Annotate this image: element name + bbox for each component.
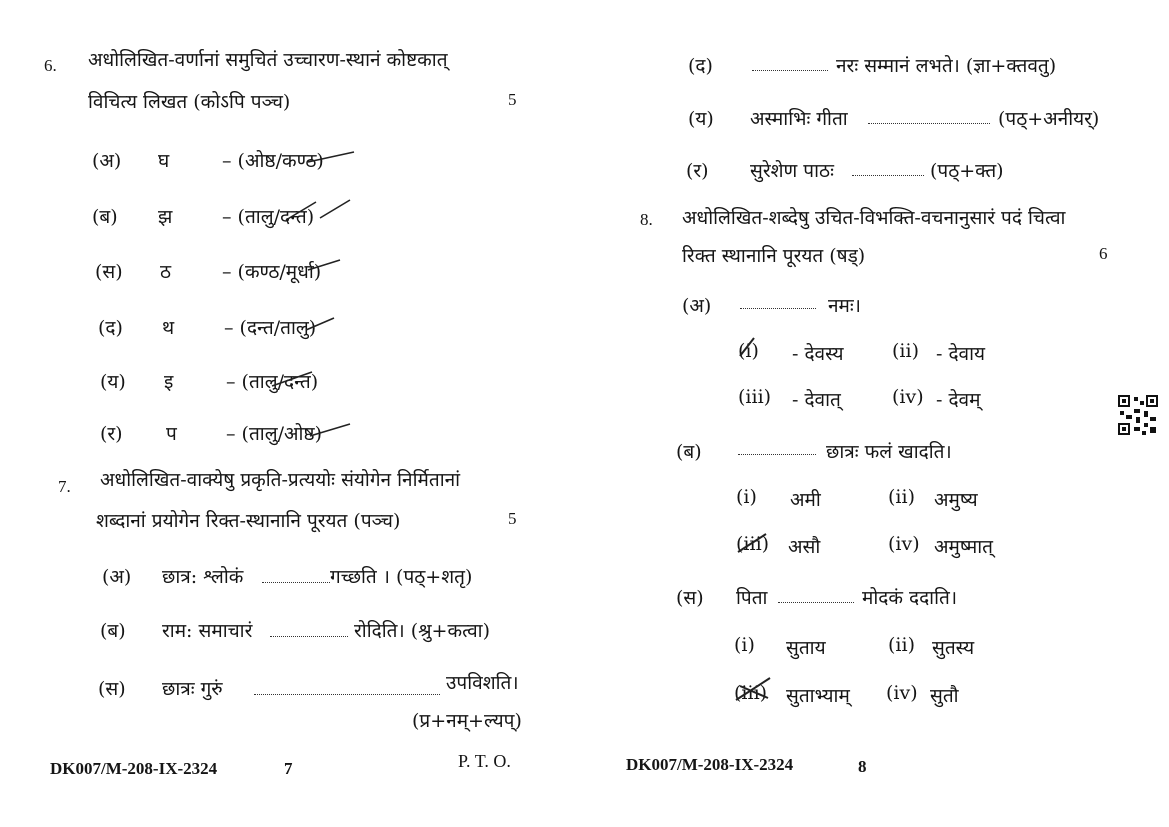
q7-item-b-label: (ब) <box>100 620 126 642</box>
q7-item-d-label: (द) <box>688 55 713 77</box>
q8-c-choice-4-value: सुतौ <box>930 685 959 707</box>
qr-code-icon <box>1118 395 1158 435</box>
q6-item-c-letter: ठ <box>160 261 172 283</box>
q8-c-choice-1-num: (i) <box>734 634 755 656</box>
q6-number: 6. <box>44 56 57 75</box>
q6-item-d-options: – (दन्त/तालु) <box>224 317 317 339</box>
q6-item-a-options: – (ओष्ठ/कण्ठ) <box>222 150 324 172</box>
q6-item-a-letter: घ <box>158 150 170 172</box>
q8-a-choice-4-num: (iv) <box>892 386 924 408</box>
q7-item-e-after: (पठ्+अनीयर्) <box>998 108 1100 130</box>
q8-a-choice-3-num: (iii) <box>738 386 772 408</box>
q8-number: 8. <box>640 210 653 229</box>
q8-part-a-label: (अ) <box>682 295 712 317</box>
q6-item-b-label: (ब) <box>92 206 118 228</box>
q7-item-a-label: (अ) <box>102 566 132 588</box>
q7-item-f-label: (र) <box>686 160 709 182</box>
q6-item-e-letter: इ <box>164 371 174 393</box>
q8-part-b-label: (ब) <box>676 441 702 463</box>
left-footer-code: DK007/M-208-IX-2324 <box>50 759 218 778</box>
right-page-number: 8 <box>858 757 867 776</box>
q7-item-c-hint: (प्र+नम्+ल्यप्) <box>412 710 522 732</box>
q8-b-choice-1-value: अमी <box>790 489 821 511</box>
q8-c-choice-2-num: (ii) <box>888 634 915 656</box>
q8-c-choice-3-num: (iii) <box>734 682 768 704</box>
q7-item-c-blank <box>254 684 440 703</box>
q7-item-a-after: गच्छति । (पठ्+शतृ) <box>330 566 473 588</box>
q7-item-b-after: रोदिति। (श्रु+कत्वा) <box>354 620 491 642</box>
q8-marks: 6 <box>1099 244 1108 263</box>
q6-item-c-options: – (कण्ठ/मूर्धा) <box>222 261 322 283</box>
q8-c-choice-1-value: सुताय <box>786 637 826 659</box>
q8-b-choice-3-value: असौ <box>788 536 821 558</box>
q8-c-choice-4-num: (iv) <box>886 682 918 704</box>
q6-item-f-label: (र) <box>100 423 123 445</box>
q8-a-choice-4-value: - देवम् <box>936 389 981 411</box>
q6-item-f-options: – (तालु/ओष्ठ) <box>226 423 323 445</box>
q8-a-choice-2-value: - देवाय <box>936 343 986 365</box>
q7-item-e-label: (य) <box>688 108 714 130</box>
q7-item-d-after: नरः सम्मानं लभते। (ज्ञा+क्तवतु) <box>836 55 1057 77</box>
q7-text-line2: शब्दानां प्रयोगेन रिक्त-स्थानानि पूरयत (पञ्च) <box>96 510 401 532</box>
q7-item-e-blank <box>868 113 990 132</box>
right-footer-code: DK007/M-208-IX-2324 <box>626 755 794 774</box>
pen-strokes-q8 <box>730 330 790 710</box>
q6-item-d-letter: थ <box>162 317 175 339</box>
q8-b-choice-4-num: (iv) <box>888 533 920 555</box>
q7-marks: 5 <box>508 509 517 528</box>
q6-item-f-letter: प <box>166 423 177 445</box>
q8-part-c-before: पिता <box>736 587 768 609</box>
q6-item-d-label: (द) <box>98 317 123 339</box>
q7-item-c-after: उपविशति। <box>446 672 519 694</box>
q7-item-b-before: राम: समाचारं <box>162 620 253 642</box>
q8-b-choice-4-value: अमुष्मात् <box>934 536 993 558</box>
q6-marks: 5 <box>508 90 517 109</box>
pto-label: P. T. O. <box>458 751 511 771</box>
q7-item-c-before: छात्रः गुरुं <box>162 678 223 700</box>
q7-number: 7. <box>58 477 71 496</box>
q7-text-line1: अधोलिखित-वाक्येषु प्रकृति-प्रत्ययोः संयोगेन निर्मितानां <box>100 469 461 491</box>
q7-item-d-blank <box>752 60 828 79</box>
q6-item-b-letter: झ <box>158 206 173 228</box>
q6-item-c-label: (स) <box>95 261 123 283</box>
q6-item-a-label: (अ) <box>92 150 122 172</box>
q7-item-a-blank <box>262 572 330 591</box>
q8-text-line1: अधोलिखित-शब्देषु उचित-विभक्ति-वचनानुसारं पदं चित्वा <box>682 207 1066 229</box>
q8-a-choice-2-num: (ii) <box>892 340 919 362</box>
q8-b-choice-1-num: (i) <box>736 486 757 508</box>
q6-item-e-options: – (तालु/दन्त) <box>226 371 319 393</box>
q8-a-choice-3-value: - देवात् <box>792 389 841 411</box>
q7-item-b-blank <box>270 626 348 645</box>
q7-item-f-after: (पठ्+क्त) <box>930 160 1004 182</box>
q8-c-choice-3-value: सुताभ्याम् <box>786 685 850 707</box>
q6-text-line2: विचित्य लिखत (कोऽपि पञ्च) <box>88 91 291 113</box>
q8-part-c-label: (स) <box>676 587 704 609</box>
q6-text-line1: अधोलिखित-वर्णानां समुचितं उच्चारण-स्थानं कोष्टकात् <box>88 49 448 71</box>
q8-b-choice-2-num: (ii) <box>888 486 915 508</box>
q8-c-choice-2-value: सुतस्य <box>932 637 975 659</box>
q8-part-b-after: छात्रः फलं खादति। <box>826 441 952 463</box>
q8-part-c-after: मोदकं ददाति। <box>862 587 958 609</box>
q6-item-e-label: (य) <box>100 371 126 393</box>
q8-text-line2: रिक्त स्थानानि पूरयत (षड्) <box>682 245 866 267</box>
pen-strokes-q6 <box>250 140 370 450</box>
q8-b-choice-2-value: अमुष्य <box>934 489 978 511</box>
q8-a-choice-1-value: - देवस्य <box>792 343 844 365</box>
q8-part-a-after: नमः। <box>828 295 861 317</box>
q7-item-f-blank <box>852 165 924 184</box>
q6-item-b-options: – (तालु/दन्त) <box>222 206 315 228</box>
q7-item-e-before: अस्माभिः गीता <box>750 108 848 130</box>
left-page-number: 7 <box>284 759 293 778</box>
q7-item-c-label: (स) <box>98 678 126 700</box>
q8-a-choice-1-num: (i) <box>738 340 759 362</box>
q7-item-a-before: छात्र: श्लोकं <box>162 566 244 588</box>
q7-item-f-before: सुरेशेण पाठः <box>750 160 834 182</box>
q8-part-a-blank <box>740 298 816 317</box>
q8-b-choice-3-num: (iii) <box>736 533 770 555</box>
